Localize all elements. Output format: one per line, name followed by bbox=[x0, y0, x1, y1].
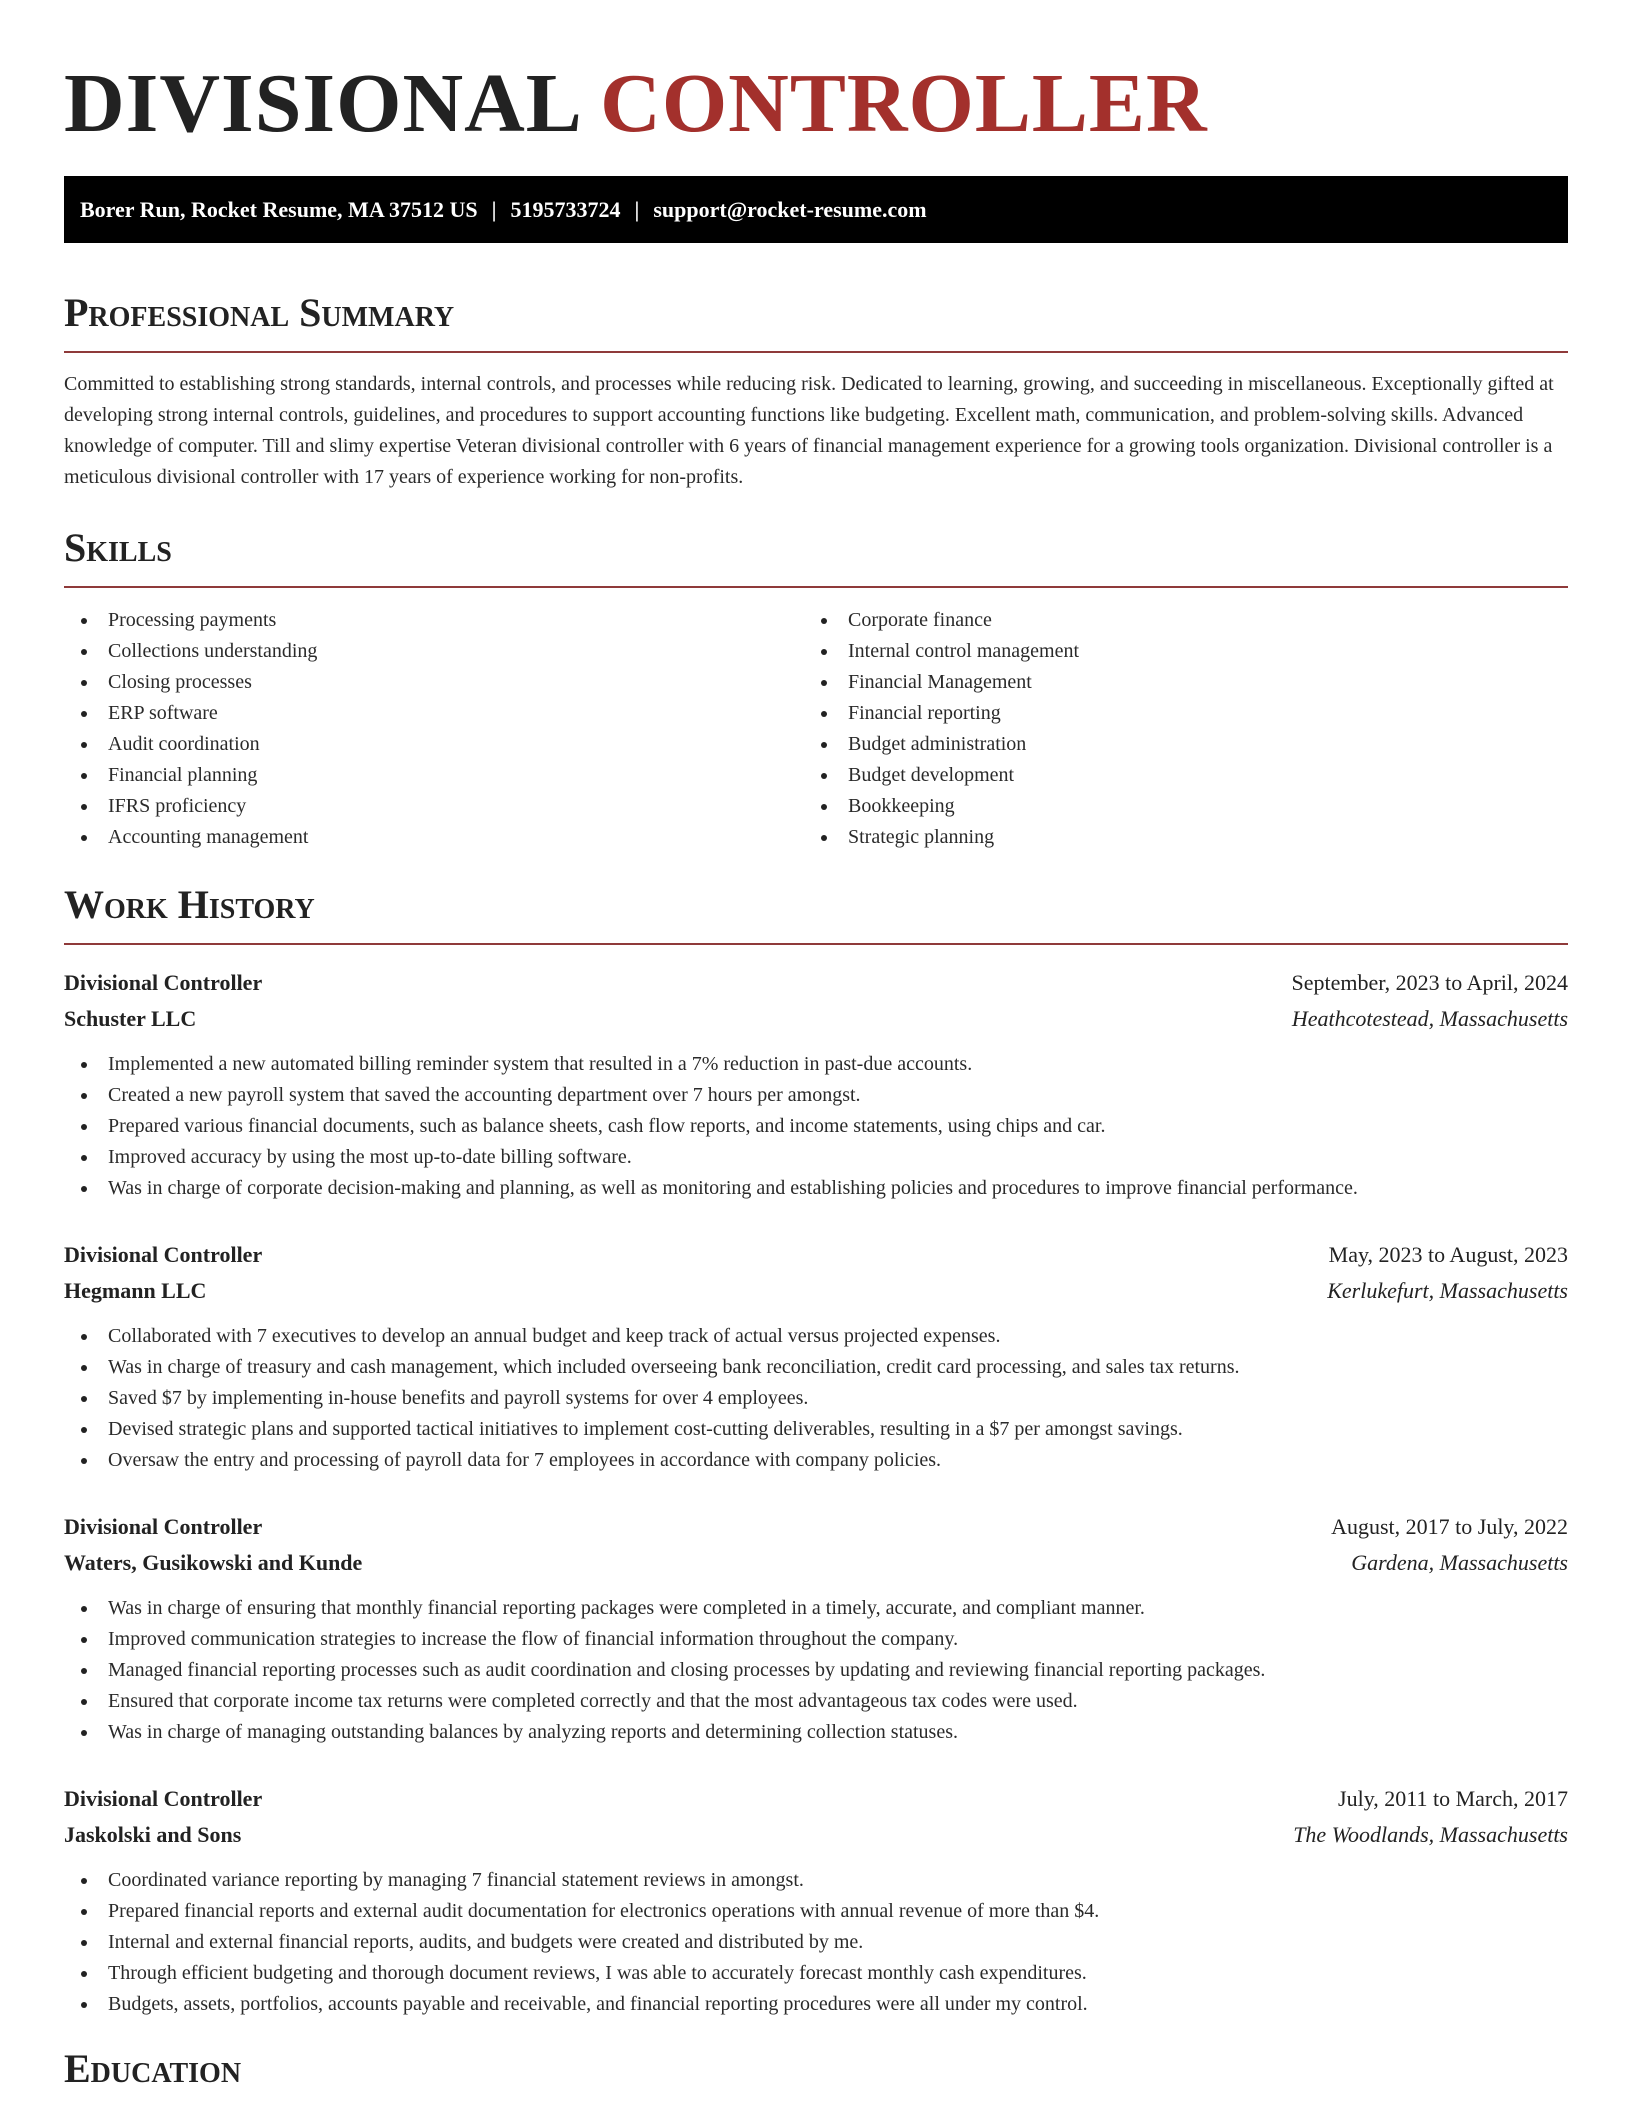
list-item: Financial Management bbox=[804, 667, 1544, 698]
work-history-heading: Work History bbox=[64, 882, 315, 927]
job-dates: August, 2017 to July, 2022 bbox=[1331, 1514, 1568, 1539]
job-company: Waters, Gusikowski and Kunde bbox=[64, 1550, 363, 1575]
list-item: Implemented a new automated billing reminder system that resulted in a 7% reduction in past-due accounts. bbox=[64, 1049, 1568, 1080]
list-item: Financial reporting bbox=[804, 698, 1544, 729]
job-role: Divisional Controller bbox=[64, 1786, 263, 1811]
contact-bar bbox=[64, 176, 1568, 243]
job-bullets bbox=[64, 1593, 1568, 1748]
job-company: Jaskolski and Sons bbox=[64, 1822, 242, 1847]
list-item: Managed financial reporting processes such as audit coordination and closing processes by updating and reviewing financial reporting packages. bbox=[64, 1655, 1568, 1686]
summary-text: Committed to establishing strong standards, internal controls, and processes while reducing risk. Dedicated to learning, growing, and succeeding in miscellaneous. Exceptionally gifted at developing strong internal controls, guidelines, and procedures to support accounting functions like budgeting. Excellent math, communication, and problem-solving skills. Advanced knowledge of computer. Till and slimy expertise Veteran divisional controller with 6 years of financial management experience for a growing tools organization. Divisional controller is a meticulous divisional controller with 17 years of experience working for non-profits. bbox=[64, 373, 1554, 488]
list-item: Was in charge of corporate decision-making and planning, as well as monitoring and establishing policies and procedures to improve financial performance. bbox=[64, 1173, 1568, 1204]
job-entry bbox=[64, 1237, 1568, 1476]
list-item: Ensured that corporate income tax returns were completed correctly and that the most advantageous tax codes were used. bbox=[64, 1686, 1568, 1717]
job-role: Divisional Controller bbox=[64, 970, 263, 995]
job-dates: July, 2011 to March, 2017 bbox=[1338, 1786, 1568, 1811]
job-header-row bbox=[64, 1509, 1568, 1545]
section-divider bbox=[64, 351, 1568, 353]
list-item: Closing processes bbox=[64, 667, 804, 698]
list-item: IFRS proficiency bbox=[64, 791, 804, 822]
job-company: Schuster LLC bbox=[64, 1006, 197, 1031]
list-item: Improved communication strategies to increase the flow of financial information throughout the company. bbox=[64, 1624, 1568, 1655]
job-list bbox=[64, 965, 1568, 2020]
work-history-section bbox=[64, 883, 1568, 2020]
job-header-row bbox=[64, 1237, 1568, 1273]
list-item: Collaborated with 7 executives to develop an annual budget and keep track of actual versus projected expenses. bbox=[64, 1321, 1568, 1352]
list-item: Internal and external financial reports, audits, and budgets were created and distributed by me. bbox=[64, 1927, 1568, 1958]
education-section bbox=[64, 2047, 1568, 2091]
job-dates: September, 2023 to April, 2024 bbox=[1291, 970, 1568, 995]
job-role: Divisional Controller bbox=[64, 1514, 263, 1539]
job-entry bbox=[64, 965, 1568, 1204]
list-item: Prepared various financial documents, such as balance sheets, cash flow reports, and income statements, using chips and car. bbox=[64, 1111, 1568, 1142]
list-item: Improved accuracy by using the most up-to-date billing software. bbox=[64, 1142, 1568, 1173]
title-first-word: DIVISIONAL bbox=[64, 57, 579, 150]
list-item: Processing payments bbox=[64, 605, 804, 636]
job-header-row bbox=[64, 965, 1568, 1001]
contact-email: support@rocket-resume.com bbox=[653, 197, 927, 222]
summary-section bbox=[64, 291, 1568, 493]
job-header-row bbox=[64, 1781, 1568, 1817]
list-item: Coordinated variance reporting by managing 7 financial statement reviews in amongst. bbox=[64, 1865, 1568, 1896]
list-item: Audit coordination bbox=[64, 729, 804, 760]
list-item: Budget administration bbox=[804, 729, 1544, 760]
contact-separator: | bbox=[634, 197, 640, 222]
list-item: Internal control management bbox=[804, 636, 1544, 667]
job-bullets bbox=[64, 1049, 1568, 1204]
resume-title bbox=[64, 57, 1568, 150]
list-item: Corporate finance bbox=[804, 605, 1544, 636]
title-second-word: CONTROLLER bbox=[600, 57, 1208, 150]
list-item: Accounting management bbox=[64, 822, 804, 853]
job-bullets bbox=[64, 1865, 1568, 2020]
skills-section bbox=[64, 526, 1568, 853]
list-item: Collections understanding bbox=[64, 636, 804, 667]
job-company-row bbox=[64, 1817, 1568, 1853]
skills-grid bbox=[64, 605, 1568, 853]
skills-column-left bbox=[64, 605, 804, 853]
skills-heading: Skills bbox=[64, 525, 172, 570]
contact-separator: | bbox=[491, 197, 497, 222]
job-company-row bbox=[64, 1545, 1568, 1581]
list-item: Devised strategic plans and supported tactical initiatives to implement cost-cutting deliverables, resulting in a $7 per amongst savings. bbox=[64, 1414, 1568, 1445]
resume-page bbox=[64, 0, 1568, 2091]
list-item: Strategic planning bbox=[804, 822, 1544, 853]
job-location: Gardena, Massachusetts bbox=[1351, 1550, 1568, 1575]
list-item: Financial planning bbox=[64, 760, 804, 791]
contact-phone: 5195733724 bbox=[510, 197, 621, 222]
list-item: Oversaw the entry and processing of payroll data for 7 employees in accordance with company policies. bbox=[64, 1445, 1568, 1476]
job-company-row bbox=[64, 1273, 1568, 1309]
list-item: Was in charge of managing outstanding balances by analyzing reports and determining collection statuses. bbox=[64, 1717, 1568, 1748]
job-location: The Woodlands, Massachusetts bbox=[1293, 1822, 1568, 1847]
list-item: Through efficient budgeting and thorough document reviews, I was able to accurately forecast monthly cash expenditures. bbox=[64, 1958, 1568, 1989]
education-heading: Education bbox=[64, 2046, 242, 2091]
job-role: Divisional Controller bbox=[64, 1242, 263, 1267]
summary-heading: Professional Summary bbox=[64, 290, 455, 335]
list-item: Was in charge of ensuring that monthly financial reporting packages were completed in a timely, accurate, and compliant manner. bbox=[64, 1593, 1568, 1624]
section-divider bbox=[64, 586, 1568, 588]
list-item: Was in charge of treasury and cash management, which included overseeing bank reconciliation, credit card processing, and sales tax returns. bbox=[64, 1352, 1568, 1383]
job-dates: May, 2023 to August, 2023 bbox=[1328, 1242, 1568, 1267]
list-item: Prepared financial reports and external audit documentation for electronics operations with annual revenue of more than $4. bbox=[64, 1896, 1568, 1927]
list-item: Budgets, assets, portfolios, accounts payable and receivable, and financial reporting procedures were all under my control. bbox=[64, 1989, 1568, 2020]
contact-address: Borer Run, Rocket Resume, MA 37512 US bbox=[80, 197, 478, 222]
section-divider bbox=[64, 943, 1568, 945]
list-item: Budget development bbox=[804, 760, 1544, 791]
job-company: Hegmann LLC bbox=[64, 1278, 207, 1303]
list-item: Created a new payroll system that saved the accounting department over 7 hours per amongst. bbox=[64, 1080, 1568, 1111]
job-location: Heathcotestead, Massachusetts bbox=[1291, 1006, 1568, 1031]
list-item: Bookkeeping bbox=[804, 791, 1544, 822]
list-item: ERP software bbox=[64, 698, 804, 729]
list-item: Saved $7 by implementing in-house benefits and payroll systems for over 4 employees. bbox=[64, 1383, 1568, 1414]
job-entry bbox=[64, 1781, 1568, 2020]
job-entry bbox=[64, 1509, 1568, 1748]
job-location: Kerlukefurt, Massachusetts bbox=[1327, 1278, 1568, 1303]
skills-column-right bbox=[804, 605, 1544, 853]
job-bullets bbox=[64, 1321, 1568, 1476]
job-company-row bbox=[64, 1001, 1568, 1037]
